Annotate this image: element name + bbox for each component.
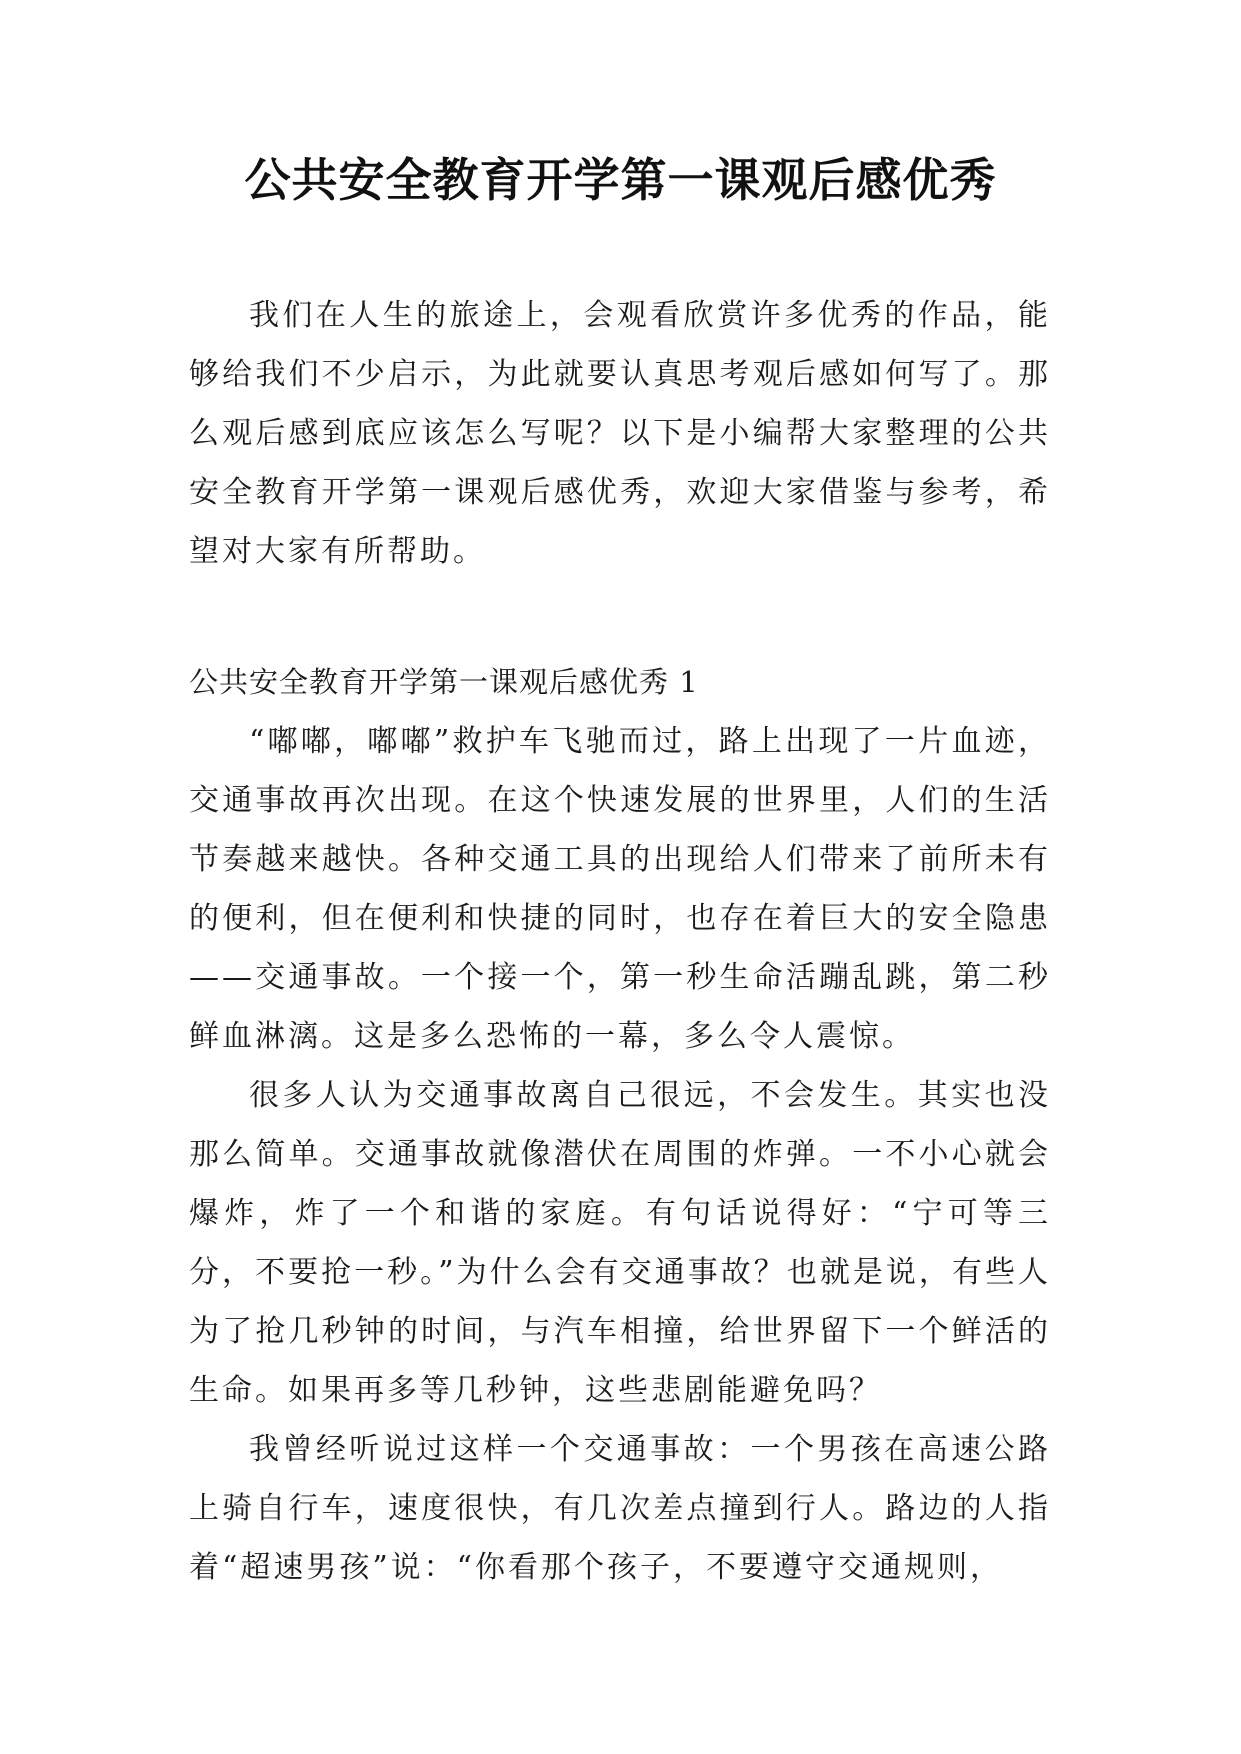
body-paragraph: 我曾经听说过这样一个交通事故：一个男孩在高速公路上骑自行车，速度很快，有几次差点撞到行人。路边的人指着“超速男孩”说：“你看那个孩子，不要遵守交通规则， [189, 1432, 1051, 1585]
document-title: 公共安全教育开学第一课观后感优秀 [244, 153, 997, 207]
body-paragraph: “嘟嘟，嘟嘟”救护车飞驰而过，路上出现了一片血迹，交通事故再次出现。在这个快速发展的世界里，人们的生活节奏越来越快。各种交通工具的出现给人们带来了前所未有的便利，但在便利和快捷的同时，也存在着巨大的安全隐患——交通事故。一个接一个，第一秒生命活蹦乱跳，第二秒鲜血淋漓。这是多么恐怖的一幕，多么令人震惊。 [189, 724, 1051, 1054]
section-heading: 公共安全教育开学第一课观后感优秀 1 [189, 665, 699, 699]
section-spacer [189, 581, 1051, 653]
document-body [189, 286, 1051, 1597]
intro-paragraph: 我们在人生的旅途上，会观看欣赏许多优秀的作品，能够给我们不少启示，为此就要认真思考观后感如何写了。那么观后感到底应该怎么写呢？以下是小编帮大家整理的公共安全教育开学第一课观后感优秀，欢迎大家借鉴与参考，希望对大家有所帮助。 [189, 298, 1051, 569]
body-paragraph: 很多人认为交通事故离自己很远，不会发生。其实也没那么简单。交通事故就像潜伏在周围的炸弹。一不小心就会爆炸，炸了一个和谐的家庭。有句话说得好：“宁可等三分，不要抢一秒。”为什么会有交通事故？也就是说，有些人为了抢几秒钟的时间，与汽车相撞，给世界留下一个鲜活的生命。如果再多等几秒钟，这些悲剧能避免吗？ [189, 1078, 1051, 1408]
